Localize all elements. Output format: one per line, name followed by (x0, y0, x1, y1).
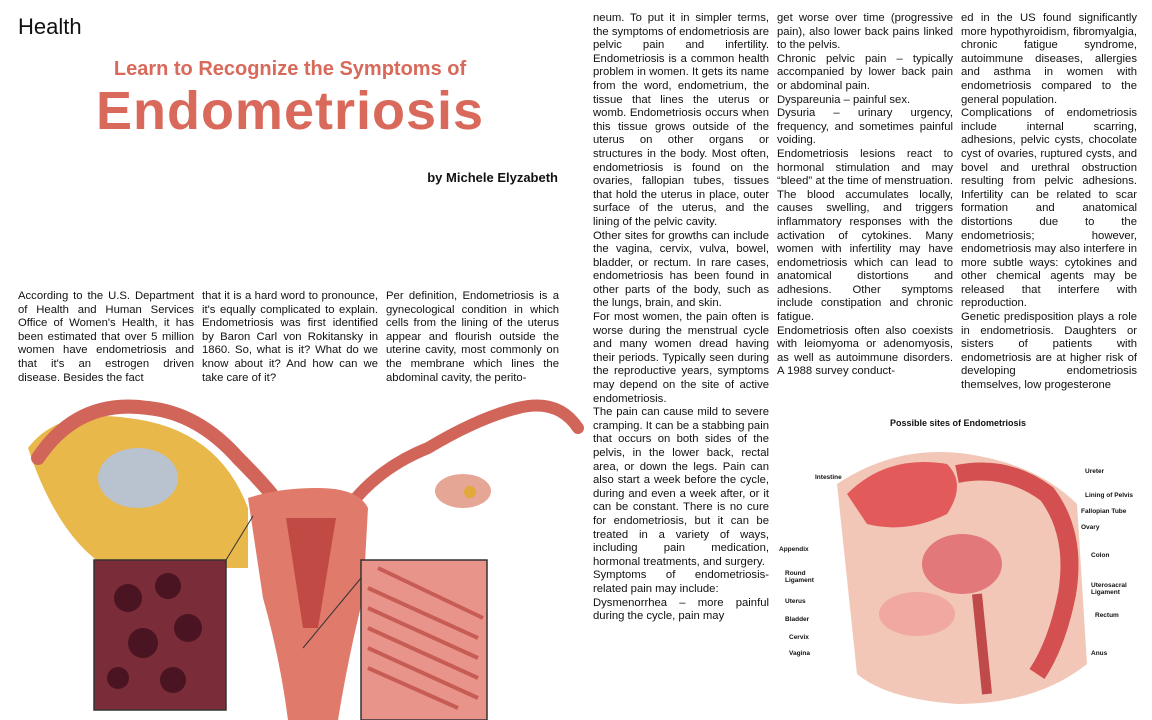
follicle-dot (464, 486, 476, 498)
article-column-5 (777, 12, 953, 394)
section-label: Health (18, 14, 82, 39)
paragraph: Symptoms of endometriosis-related pain may include: (593, 569, 769, 595)
lesion-dot (128, 628, 158, 658)
paragraph: Endometriosis often also coexists with leiomyoma or adenomyosis, as well as autoimmune disorders. A 1988 survey conduct- (777, 324, 953, 378)
paragraph: Chronic pelvic pain – typically accompanied by lower back pain or abdominal pain. (777, 52, 953, 92)
ovary-cyst-shape (98, 448, 178, 508)
uterus-shape (922, 534, 1002, 594)
article-column-1 (18, 290, 194, 402)
paragraph: Complications of endometriosis include internal scarring, adhesions, pelvic cysts, chocolate cyst of ovaries, ruptured cysts, and bovel and urethral obstruction resulting from pelvic adhesions. Infertility can be related to scar formation and anatomical distortions due to the endometriosis; however, endometriosis may also interfere in more subtle ways: cytokines and other chemical agents may be released that interfere with reproduction. (961, 107, 1137, 310)
headline-title: Endometriosis (95, 81, 485, 141)
headline-kicker: Learn to Recognize the Symptoms of (113, 58, 467, 80)
label-bladder: Bladder (785, 616, 810, 623)
sites-figure-title: Possible sites of Endometriosis (889, 418, 1027, 428)
article-column-6 (961, 12, 1137, 410)
paragraph: Endometriosis lesions react to hormonal stimulation and may “bleed” at the time of menstruation. The blood accumulates locally, causes swelling, and triggers inflammatory responses with the activation of cytokines. Many women with infertility may have endometriosis which can lead to anatomical distortions and adhesions. Other symptoms include constipation and chronic fatigue. (777, 147, 953, 324)
lesion-dot (174, 614, 202, 642)
article-column-3 (386, 290, 559, 402)
paragraph: ed in the US found significantly more hypothyroidism, fibromyalgia, chronic fatigue syndrome, autoimmune diseases, allergies and asthma in women with endometriosis compared to the general population. (961, 12, 1137, 106)
paragraph: For most women, the pain often is worse during the menstrual cycle and many women dread having their periods. Typically seen during the reproductive years, symptoms may depend on the site of active endometriosis. (593, 311, 769, 405)
article-column-4 (593, 12, 769, 708)
label-uterosacral-ligament: Uterosacral Ligament (1091, 582, 1127, 596)
right-ovary (435, 474, 491, 508)
label-vagina: Vagina (789, 650, 810, 657)
label-uterus: Uterus (785, 598, 806, 605)
lesion-dot (107, 667, 129, 689)
label-lining-of-pelvis: Lining of Pelvis (1085, 492, 1134, 499)
paragraph: that it is a hard word to pronounce, it's equally complicated to explain. Endometriosis was first identified by Baron Carl von Rokitansky in 1860. So, what is it? What do we know about it? And how can we take care of it? (202, 290, 378, 384)
byline: by Michele Elyzabeth (427, 170, 558, 185)
paragraph: The pain can cause mild to severe cramping. It can be a stabbing pain that occurs on both sides of the pelvis, in the lower back, rectal area, or down the legs. Pain can also start a week before the cycle, during and even a week after, or it can be constant. There is no cure for endometriosis, but it can be treated in a variety of ways, including pain medication, hormonal treatments, and surgery. (593, 406, 769, 568)
lesion-dot (155, 573, 181, 599)
uterus-illustration (18, 388, 586, 720)
label-anus: Anus (1091, 650, 1108, 657)
sites-figure (777, 414, 1139, 712)
label-round-ligament: Round Ligament (785, 570, 814, 584)
paragraph: Dysmenorrhea – more painful during the cycle, pain may (593, 596, 769, 623)
bladder-shape (879, 592, 955, 636)
label-ovary: Ovary (1081, 524, 1100, 531)
lesion-dot (160, 667, 186, 693)
label-ureter: Ureter (1085, 468, 1105, 475)
label-cervix: Cervix (789, 634, 809, 641)
label-rectum: Rectum (1095, 612, 1119, 619)
label-colon: Colon (1091, 552, 1110, 559)
paragraph: Genetic predisposition plays a role in endometriosis. Daughters or sisters of patients with endometriosis are at higher risk of developing endometriosis themselves, low progesterone (961, 311, 1137, 392)
paragraph: get worse over time (progressive pain), also lower back pains linked to the pelvis. (777, 12, 953, 52)
paragraph: According to the U.S. Department of Health and Human Services Office of Women's Health, it has been estimated that over 5 million women have endometriosis and that it's an estrogen driven disease. Besides the fact (18, 290, 194, 384)
label-fallopian-tube: Fallopian Tube (1081, 508, 1127, 515)
paragraph: Per definition, Endometriosis is a gynecological condition in which cells from the lining of the uterus appear and flourish outside the uterine cavity, most commonly on the membrane which lines the abdominal cavity, the perito- (386, 290, 559, 384)
paragraph: Other sites for growths can include the vagina, cervix, vulva, bowel, bladder, or rectum. In rare cases, endometriosis has been found in other parts of the body, such as the lungs, brain, and skin. (593, 229, 769, 310)
paragraph: Dysuria – urinary urgency, frequency, and sometimes painful voiding. (777, 107, 953, 147)
zoom-muscle-inset (361, 560, 487, 720)
lesion-dot (114, 584, 142, 612)
article-column-2 (202, 290, 378, 402)
label-intestine: Intestine (815, 474, 842, 481)
pelvis-cross-section (777, 414, 1139, 712)
paragraph: Dyspareunia – painful sex. (777, 93, 911, 106)
label-appendix: Appendix (779, 546, 809, 553)
paragraph: neum. To put it in simpler terms, the symptoms of endometriosis are pelvic pain and infertility. Endometriosis is a common health problem in women. It gets its name from the word, endometrium, the tissue that lines the uterus or womb. Endometriosis occurs when this tissue grows outside of the uterus on other organs or structures in the body. Most often, endometriosis is found on the ovaries, fallopian tubes, tissues that hold the uterus in place, outer surface of the uterus, and the lining of the pelvic cavity. (593, 12, 769, 228)
